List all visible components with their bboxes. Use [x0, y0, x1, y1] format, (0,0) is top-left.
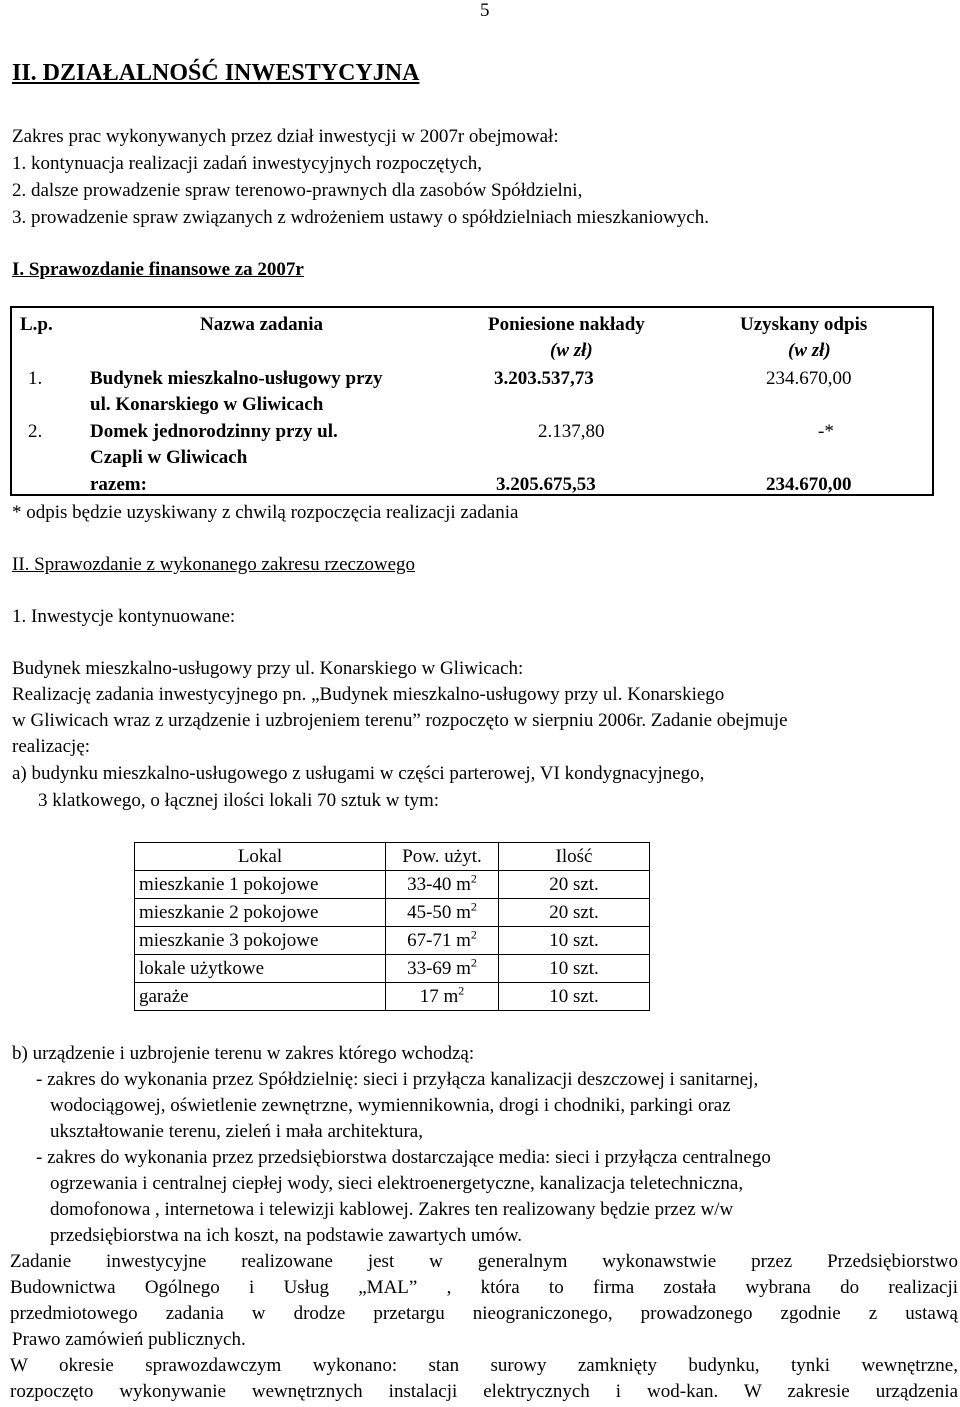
paragraph-line: rozpoczęto wykonywanie wewnętrznych instalacji elektrycznych i wod-kan. W zakresie urządzenia	[10, 1381, 958, 1402]
subsection-heading: 1. Inwestycje kontynuowane:	[12, 606, 236, 627]
section2-heading: II. Sprawozdanie z wykonanego zakresu rzeczowego	[12, 554, 416, 575]
cell-ilosc: 20 szt.	[499, 899, 650, 927]
paragraph-line: w Gliwicach wraz z urządzenie i uzbrojeniem terenu” rozpoczęto w sierpniu 2006r. Zadanie obejmuje	[12, 710, 788, 731]
row-odpis: -*	[818, 421, 834, 442]
section1-heading: I. Sprawozdanie finansowe za 2007r	[12, 259, 304, 280]
header-lokal: Lokal	[135, 843, 386, 871]
section-title: II. DZIAŁALNOŚĆ INWESTYCYJNA	[12, 60, 420, 86]
cell-ilosc: 10 szt.	[499, 983, 650, 1011]
total-odpis: 234.670,00	[766, 474, 852, 495]
paragraph-line: Prawo zamówień publicznych.	[12, 1329, 246, 1350]
total-cost: 3.205.675,53	[496, 474, 596, 495]
row-cost: 3.203.537,73	[494, 368, 594, 389]
cell-ilosc: 20 szt.	[499, 871, 650, 899]
intro-line: 3. prowadzenie spraw związanych z wdrożeniem ustawy o spółdzielniach mieszkaniowych.	[12, 207, 709, 228]
table-row	[135, 927, 650, 955]
dash-line: - zakres do wykonania przez Spółdzielnię: sieci i przyłącza kanalizacji deszczowej i sanitarnej,	[36, 1069, 759, 1090]
table-row	[135, 899, 650, 927]
dash-line: wodociągowej, oświetlenie zewnętrzne, wymiennikownia, drogi i chodniki, parkingi oraz	[50, 1095, 731, 1116]
cell-lokal: lokale użytkowe	[135, 955, 386, 983]
intro-line: 2. dalsze prowadzenie spraw terenowo-prawnych dla zasobów Spółdzielni,	[12, 180, 583, 201]
row-lp: 2.	[28, 421, 43, 442]
cell-pow: 45-50 $m^2$	[386, 899, 499, 927]
header-cost-unit: (w zł)	[550, 340, 593, 361]
header-ilosc: Ilość	[499, 843, 650, 871]
cell-lokal: mieszkanie 2 pokojowe	[135, 899, 386, 927]
table-header-row	[135, 843, 650, 871]
total-label: razem:	[90, 474, 147, 495]
point-b: b) urządzenie i uzbrojenie terenu w zakres którego wchodzą:	[12, 1043, 475, 1064]
cell-pow: 17 $m^2$	[386, 983, 499, 1011]
header-lp: L.p.	[20, 314, 53, 335]
paragraph-line: realizację:	[12, 736, 91, 757]
dash-line: domofonowa , internetowa i telewizji kablowej. Zakres ten realizowany będzie przez w/w	[50, 1199, 734, 1220]
cell-lokal: mieszkanie 3 pokojowe	[135, 927, 386, 955]
row-name: Domek jednorodzinny przy ul.	[90, 421, 338, 442]
row-name: Budynek mieszkalno-usługowy przy	[90, 368, 383, 389]
paragraph-line: przedmiotowego zadania w drodze przetargu nieograniczonego, prowadzonego zgodnie z ustawą	[10, 1303, 958, 1324]
units-table	[134, 842, 650, 1011]
header-odpis-unit: (w zł)	[788, 340, 831, 361]
dash-line: przedsiębiorstwa na ich koszt, na podstawie zawartych umów.	[50, 1225, 523, 1246]
point-a-line: 3 klatkowego, o łącznej ilości lokali 70 sztuk w tym:	[38, 790, 440, 811]
table-row	[135, 955, 650, 983]
paragraph-line: Zadanie inwestycyjne realizowane jest w generalnym wykonawstwie przez Przedsiębiorstwo	[10, 1251, 958, 1272]
intro-line: 1. kontynuacja realizacji zadań inwestycyjnych rozpoczętych,	[12, 153, 483, 174]
footnote: * odpis będzie uzyskiwany z chwilą rozpoczęcia realizacji zadania	[12, 502, 519, 523]
cell-pow: 67-71 $m^2$	[386, 927, 499, 955]
point-a-line: a) budynku mieszkalno-usługowego z usługami w części parterowej, VI kondygnacyjnego,	[12, 763, 705, 784]
row-cost: 2.137,80	[538, 421, 605, 442]
cell-lokal: garaże	[135, 983, 386, 1011]
header-pow: Pow. użyt.	[386, 843, 499, 871]
cell-ilosc: 10 szt.	[499, 927, 650, 955]
cell-ilosc: 10 szt.	[499, 955, 650, 983]
intro-line: Zakres prac wykonywanych przez dział inwestycji w 2007r obejmował:	[12, 126, 559, 147]
building-heading: Budynek mieszkalno-usługowy przy ul. Konarskiego w Gliwicach:	[12, 658, 524, 679]
row-name: ul. Konarskiego w Gliwicach	[90, 394, 324, 415]
page-number: 5	[480, 0, 490, 21]
dash-line: ukształtowanie terenu, zieleń i mała architektura,	[50, 1121, 423, 1142]
financial-table	[10, 306, 934, 496]
cell-pow: 33-69 $m^2$	[386, 955, 499, 983]
dash-line: - zakres do wykonania przez przedsiębiorstwa dostarczające media: sieci i przyłącza centralnego	[36, 1147, 771, 1168]
table-row	[135, 871, 650, 899]
table-row	[135, 983, 650, 1011]
cell-pow: 33-40 $m^2$	[386, 871, 499, 899]
header-name: Nazwa zadania	[200, 314, 323, 335]
cell-lokal: mieszkanie 1 pokojowe	[135, 871, 386, 899]
row-lp: 1.	[28, 368, 43, 389]
header-odpis: Uzyskany odpis	[740, 314, 868, 335]
dash-line: ogrzewania i centralnej ciepłej wody, sieci elektroenergetyczne, kanalizacja teletechniczna,	[50, 1173, 744, 1194]
row-name: Czapli w Gliwicach	[90, 447, 248, 468]
paragraph-line: Budownictwa Ogólnego i Usług „MAL” , która to firma została wybrana do realizacji	[10, 1277, 958, 1298]
row-odpis: 234.670,00	[766, 368, 852, 389]
header-cost: Poniesione nakłady	[488, 314, 645, 335]
paragraph-line: W okresie sprawozdawczym wykonano: stan surowy zamknięty budynku, tynki wewnętrzne,	[10, 1355, 958, 1376]
paragraph-line: Realizację zadania inwestycyjnego pn. „Budynek mieszkalno-usługowy przy ul. Konarskiego	[12, 684, 725, 705]
